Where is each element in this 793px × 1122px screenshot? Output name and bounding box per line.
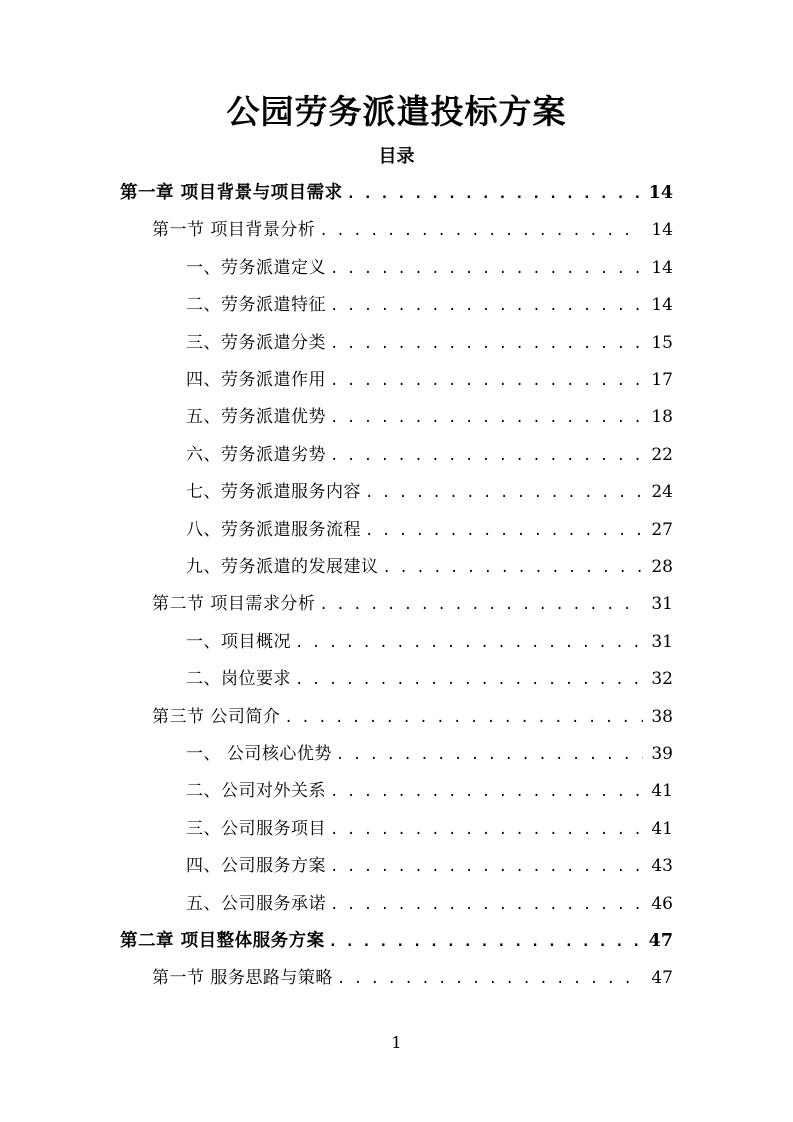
toc-entry-text: 一、劳务派遣定义	[186, 257, 326, 278]
toc-entry-page: 24	[651, 482, 673, 503]
toc-entry-item[interactable]	[186, 512, 673, 549]
toc-dot-leader	[330, 288, 643, 324]
toc-entry-text: 六、劳务派遣劣势	[186, 444, 326, 465]
toc-entry-page: 46	[651, 893, 673, 914]
toc-entry-page: 18	[651, 407, 673, 428]
toc-entry-page: 41	[651, 818, 673, 839]
toc-entry-page: 27	[651, 519, 673, 540]
toc-dot-leader	[295, 625, 643, 661]
toc-entry-section[interactable]	[152, 699, 673, 736]
toc-entry-page: 22	[651, 444, 673, 465]
page-number: 1	[391, 1033, 402, 1052]
toc-entry-page: 47	[648, 931, 673, 951]
toc-entry-chapter[interactable]	[120, 175, 673, 212]
toc-entry-item[interactable]	[186, 325, 673, 362]
toc-dot-leader	[330, 326, 643, 362]
toc-entry-item[interactable]	[186, 250, 673, 287]
toc-entry-text: 七、劳务派遣服务内容	[186, 482, 361, 503]
toc-dot-leader	[383, 550, 644, 586]
toc-entry-text: 一、 公司核心优势	[186, 744, 332, 764]
toc-entry-text: 二、岗位要求	[186, 669, 291, 690]
toc-entry-section[interactable]	[152, 960, 673, 997]
toc-dot-leader	[347, 176, 643, 212]
toc-entry-page: 14	[651, 257, 673, 278]
toc-entry-item[interactable]	[186, 811, 673, 848]
toc-dot-leader	[330, 400, 643, 436]
toc-entry-page: 31	[651, 594, 673, 615]
toc-entry-item[interactable]	[186, 287, 673, 324]
toc-entry-item[interactable]	[186, 661, 673, 698]
toc-entry-page: 43	[651, 856, 673, 877]
toc-dot-leader	[330, 251, 643, 287]
toc-entry-page: 31	[651, 631, 673, 652]
toc-entry-chapter[interactable]	[120, 923, 673, 960]
toc-entry-page: 39	[651, 744, 673, 764]
toc-entry-text: 第三节 公司简介	[152, 706, 281, 727]
toc-entry-page: 14	[648, 183, 673, 203]
toc-entry-text: 二、公司对外关系	[186, 781, 326, 802]
document-title: 公园劳务派遣投标方案	[226, 92, 567, 131]
toc-entry-page: 15	[651, 332, 673, 353]
toc-entry-section[interactable]	[152, 586, 673, 623]
toc-entry-text: 第一章 项目背景与项目需求	[120, 183, 343, 203]
toc-entry-item[interactable]	[186, 362, 673, 399]
toc-entry-text: 二、劳务派遣特征	[186, 295, 326, 316]
toc-dot-leader	[365, 513, 643, 549]
toc-entry-text: 一、项目概况	[186, 631, 291, 652]
toc-entry-section[interactable]	[152, 212, 673, 249]
toc-entry-page: 38	[651, 706, 673, 727]
toc-dot-leader	[329, 924, 643, 960]
toc-entry-item[interactable]	[186, 773, 673, 810]
toc-entry-item[interactable]	[186, 624, 673, 661]
toc-dot-leader	[330, 438, 643, 474]
toc-dot-leader	[330, 812, 643, 848]
toc-entry-text: 第一节 项目背景分析	[152, 220, 316, 241]
toc-entry-page: 14	[651, 295, 673, 316]
toc-dot-leader	[330, 849, 643, 885]
toc-entry-text: 四、劳务派遣作用	[186, 370, 326, 390]
toc-entry-page: 47	[651, 968, 673, 989]
toc-entry-item[interactable]	[186, 437, 673, 474]
toc-entry-page: 17	[651, 370, 673, 390]
toc-dot-leader	[319, 587, 643, 623]
toc-dot-leader	[337, 961, 643, 997]
toc-dot-leader	[330, 363, 643, 399]
toc-entry-text: 第一节 服务思路与策略	[152, 968, 333, 989]
toc-dot-leader	[330, 774, 643, 810]
toc-entry-item[interactable]	[186, 399, 673, 436]
toc-entry-item[interactable]	[186, 549, 673, 586]
toc-entry-text: 九、劳务派遣的发展建议	[186, 557, 379, 577]
toc-entry-text: 四、公司服务方案	[186, 856, 326, 877]
toc-entry-text: 三、劳务派遣分类	[186, 332, 326, 353]
toc-heading: 目录	[378, 146, 415, 167]
toc-entry-text: 五、公司服务承诺	[186, 893, 326, 914]
toc-entry-page: 41	[651, 781, 673, 802]
toc-entry-page: 14	[651, 220, 673, 241]
toc-entry-text: 第二章 项目整体服务方案	[120, 931, 325, 951]
toc-dot-leader	[336, 737, 643, 773]
toc-entry-page: 28	[651, 557, 673, 577]
toc-entry-text: 五、劳务派遣优势	[186, 407, 326, 428]
toc-dot-leader	[319, 213, 643, 249]
toc-dot-leader	[330, 887, 643, 923]
toc-entry-item[interactable]	[186, 736, 673, 773]
toc-dot-leader	[365, 475, 643, 511]
toc-entry-item[interactable]	[186, 474, 673, 511]
toc-entry-item[interactable]	[186, 848, 673, 885]
toc-entry-text: 三、公司服务项目	[186, 818, 326, 839]
toc-entry-text: 第二节 项目需求分析	[152, 594, 316, 615]
toc-entry-page: 32	[651, 669, 673, 690]
toc-entry-text: 八、劳务派遣服务流程	[186, 519, 361, 540]
toc-dot-leader	[295, 662, 643, 698]
toc-entry-item[interactable]	[186, 886, 673, 923]
toc-dot-leader	[284, 700, 643, 736]
